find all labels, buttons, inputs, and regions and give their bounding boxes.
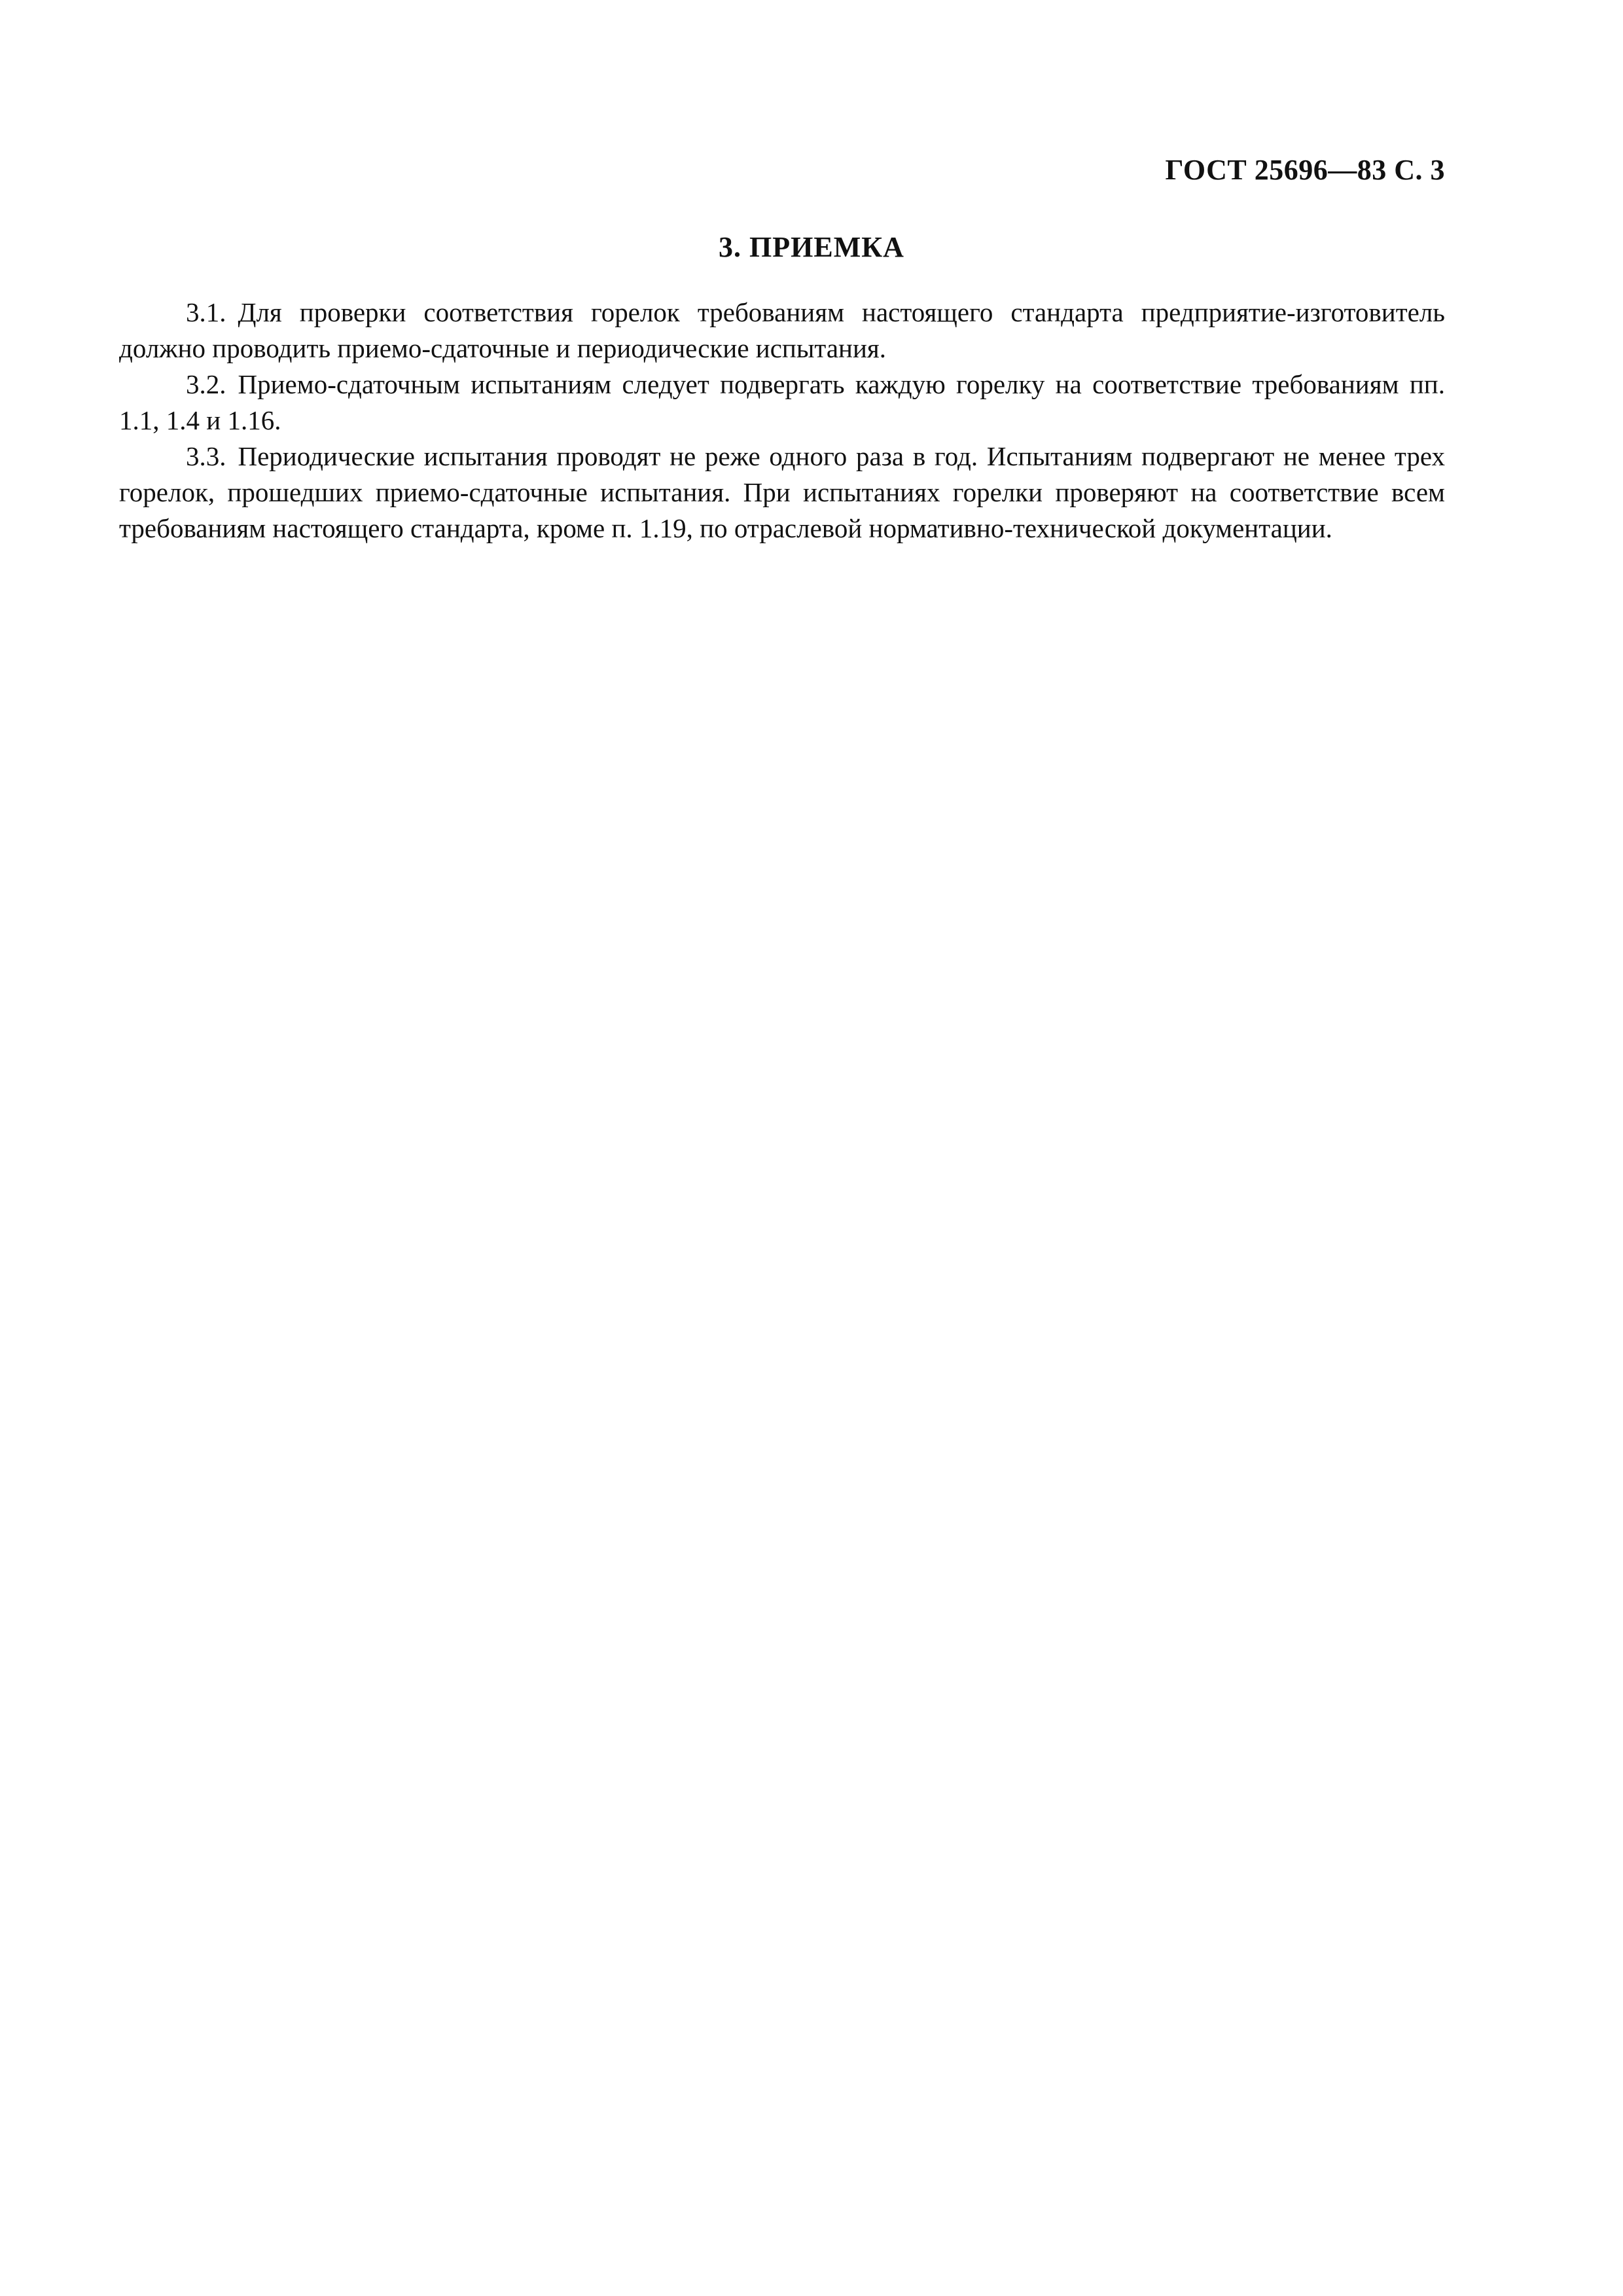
- paragraph-text: Приемо-сдаточным испытаниям следует подвергать каждую горелку на соответствие требованиям пп. 1.1, 1.4 и 1.16.: [119, 369, 1445, 435]
- paragraph-number: 3.1.: [186, 297, 226, 327]
- paragraph-3-3: [119, 439, 1445, 547]
- paragraph-3-1: [119, 295, 1445, 367]
- section-title: 3. ПРИЕМКА: [719, 231, 904, 263]
- paragraph-number: 3.3.: [186, 441, 226, 471]
- section-body: [119, 295, 1445, 547]
- paragraph-number: 3.2.: [186, 369, 226, 399]
- paragraph-text: Периодические испытания проводят не реже одного раза в год. Испытаниям подвергают не менее трех горелок, прошедших приемо-сдаточные испытания. При испытаниях горелки проверяют на соответствие всем требованиям настоящего стандарта, кроме п. 1.19, по отраслевой нормативно-технической документации.: [119, 441, 1445, 543]
- paragraph-text: Для проверки соответствия горелок требованиям настоящего стандарта предприятие-изготовитель должно проводить приемо-сдаточные и периодические испытания.: [119, 297, 1445, 363]
- paragraph-3-2: [119, 367, 1445, 439]
- running-header: ГОСТ 25696—83 С. 3: [1165, 154, 1445, 186]
